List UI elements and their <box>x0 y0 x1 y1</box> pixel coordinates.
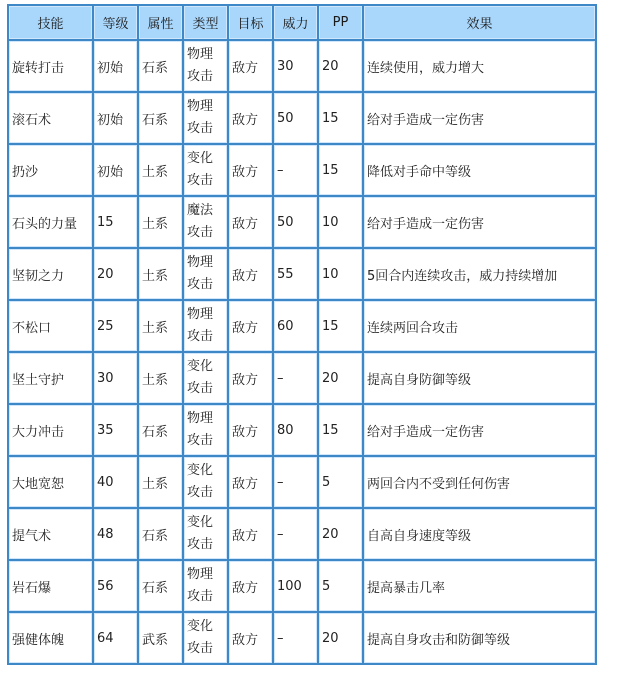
skill-name-cell: 坚韧之力 <box>9 249 92 299</box>
table-row <box>9 353 595 403</box>
target-cell: 敌方 <box>229 509 272 559</box>
effect-cell: 给对手造成一定伤害 <box>364 93 595 143</box>
level-cell: 初始 <box>94 93 137 143</box>
pp-cell: 20 <box>319 613 362 663</box>
level-cell: 初始 <box>94 145 137 195</box>
attribute-cell: 土系 <box>139 457 182 507</box>
table-row <box>9 145 595 195</box>
pp-cell: 15 <box>319 145 362 195</box>
type-line: 攻击 <box>187 173 214 188</box>
type-line: 攻击 <box>187 69 214 84</box>
type-line: 魔法 <box>187 203 214 218</box>
attribute-cell: 土系 <box>139 197 182 247</box>
power-cell: – <box>274 509 317 559</box>
effect-cell: 提高暴击几率 <box>364 561 595 611</box>
type-cell <box>184 509 227 559</box>
type-line: 变化 <box>187 151 214 166</box>
level-cell: 56 <box>94 561 137 611</box>
type-line: 攻击 <box>187 277 214 292</box>
type-cell <box>184 301 227 351</box>
power-cell: 60 <box>274 301 317 351</box>
type-cell <box>184 41 227 91</box>
level-cell: 30 <box>94 353 137 403</box>
type-cell <box>184 145 227 195</box>
table-row <box>9 561 595 611</box>
level-cell: 40 <box>94 457 137 507</box>
level-cell: 15 <box>94 197 137 247</box>
header-row <box>9 6 595 39</box>
type-line: 攻击 <box>187 589 214 604</box>
type-line: 物理 <box>187 47 214 62</box>
header-skill: 技能 <box>9 6 92 39</box>
power-cell: 30 <box>274 41 317 91</box>
attribute-cell: 石系 <box>139 561 182 611</box>
type-cell <box>184 405 227 455</box>
type-cell <box>184 197 227 247</box>
power-cell: – <box>274 353 317 403</box>
type-line: 攻击 <box>187 225 214 240</box>
table-row <box>9 197 595 247</box>
skill-name-cell: 强健体魄 <box>9 613 92 663</box>
type-line: 变化 <box>187 359 214 374</box>
effect-cell: 连续使用，威力增大 <box>364 41 595 91</box>
table-row <box>9 613 595 663</box>
skill-name-cell: 大力冲击 <box>9 405 92 455</box>
effect-cell: 两回合内不受到任何伤害 <box>364 457 595 507</box>
attribute-cell: 石系 <box>139 405 182 455</box>
level-cell: 20 <box>94 249 137 299</box>
skill-name-cell: 石头的力量 <box>9 197 92 247</box>
pp-cell: 15 <box>319 93 362 143</box>
power-cell: 80 <box>274 405 317 455</box>
header-attribute: 属性 <box>139 6 182 39</box>
type-line: 攻击 <box>187 485 214 500</box>
header-type: 类型 <box>184 6 227 39</box>
skill-name-cell: 扔沙 <box>9 145 92 195</box>
attribute-cell: 武系 <box>139 613 182 663</box>
pp-cell: 10 <box>319 249 362 299</box>
level-cell: 初始 <box>94 41 137 91</box>
pp-cell: 15 <box>319 405 362 455</box>
type-line: 物理 <box>187 411 214 426</box>
type-line: 变化 <box>187 515 214 530</box>
type-line: 攻击 <box>187 537 214 552</box>
pp-cell: 20 <box>319 353 362 403</box>
attribute-cell: 石系 <box>139 509 182 559</box>
header-pp: PP <box>319 6 362 39</box>
target-cell: 敌方 <box>229 197 272 247</box>
table-body <box>9 41 595 663</box>
type-cell <box>184 561 227 611</box>
level-cell: 25 <box>94 301 137 351</box>
target-cell: 敌方 <box>229 561 272 611</box>
effect-cell: 提高自身防御等级 <box>364 353 595 403</box>
attribute-cell: 石系 <box>139 93 182 143</box>
type-cell <box>184 353 227 403</box>
effect-cell: 降低对手命中等级 <box>364 145 595 195</box>
target-cell: 敌方 <box>229 145 272 195</box>
table-row <box>9 93 595 143</box>
target-cell: 敌方 <box>229 613 272 663</box>
table-row <box>9 457 595 507</box>
type-line: 攻击 <box>187 641 214 656</box>
target-cell: 敌方 <box>229 405 272 455</box>
effect-cell: 连续两回合攻击 <box>364 301 595 351</box>
effect-cell: 给对手造成一定伤害 <box>364 197 595 247</box>
type-cell <box>184 93 227 143</box>
pp-cell: 20 <box>319 41 362 91</box>
effect-cell: 给对手造成一定伤害 <box>364 405 595 455</box>
type-line: 变化 <box>187 619 214 634</box>
skill-name-cell: 旋转打击 <box>9 41 92 91</box>
power-cell: – <box>274 613 317 663</box>
header-power: 威力 <box>274 6 317 39</box>
pp-cell: 5 <box>319 457 362 507</box>
table-row <box>9 509 595 559</box>
pp-cell: 10 <box>319 197 362 247</box>
table-row <box>9 41 595 91</box>
skill-table <box>7 4 597 665</box>
skill-name-cell: 滚石术 <box>9 93 92 143</box>
type-line: 物理 <box>187 255 214 270</box>
skill-name-cell: 岩石爆 <box>9 561 92 611</box>
skill-name-cell: 提气术 <box>9 509 92 559</box>
effect-cell: 自高自身速度等级 <box>364 509 595 559</box>
table-row <box>9 249 595 299</box>
type-line: 变化 <box>187 463 214 478</box>
attribute-cell: 土系 <box>139 249 182 299</box>
target-cell: 敌方 <box>229 93 272 143</box>
power-cell: – <box>274 145 317 195</box>
type-line: 物理 <box>187 99 214 114</box>
power-cell: 100 <box>274 561 317 611</box>
attribute-cell: 土系 <box>139 301 182 351</box>
attribute-cell: 土系 <box>139 145 182 195</box>
pp-cell: 20 <box>319 509 362 559</box>
level-cell: 48 <box>94 509 137 559</box>
target-cell: 敌方 <box>229 457 272 507</box>
type-cell <box>184 249 227 299</box>
type-line: 攻击 <box>187 381 214 396</box>
type-cell <box>184 457 227 507</box>
pp-cell: 5 <box>319 561 362 611</box>
type-line: 物理 <box>187 307 214 322</box>
attribute-cell: 土系 <box>139 353 182 403</box>
skill-name-cell: 大地宽恕 <box>9 457 92 507</box>
effect-cell: 5回合内连续攻击，威力持续增加 <box>364 249 595 299</box>
target-cell: 敌方 <box>229 249 272 299</box>
type-line: 攻击 <box>187 433 214 448</box>
type-line: 物理 <box>187 567 214 582</box>
skill-name-cell: 不松口 <box>9 301 92 351</box>
power-cell: 55 <box>274 249 317 299</box>
power-cell: – <box>274 457 317 507</box>
level-cell: 35 <box>94 405 137 455</box>
type-line: 攻击 <box>187 121 214 136</box>
pp-cell: 15 <box>319 301 362 351</box>
target-cell: 敌方 <box>229 41 272 91</box>
header-target: 目标 <box>229 6 272 39</box>
type-cell <box>184 613 227 663</box>
table-row <box>9 405 595 455</box>
power-cell: 50 <box>274 93 317 143</box>
power-cell: 50 <box>274 197 317 247</box>
table-row <box>9 301 595 351</box>
level-cell: 64 <box>94 613 137 663</box>
target-cell: 敌方 <box>229 301 272 351</box>
skill-name-cell: 坚土守护 <box>9 353 92 403</box>
header-level: 等级 <box>94 6 137 39</box>
type-line: 攻击 <box>187 329 214 344</box>
effect-cell: 提高自身攻击和防御等级 <box>364 613 595 663</box>
attribute-cell: 石系 <box>139 41 182 91</box>
header-effect: 效果 <box>364 6 595 39</box>
target-cell: 敌方 <box>229 353 272 403</box>
